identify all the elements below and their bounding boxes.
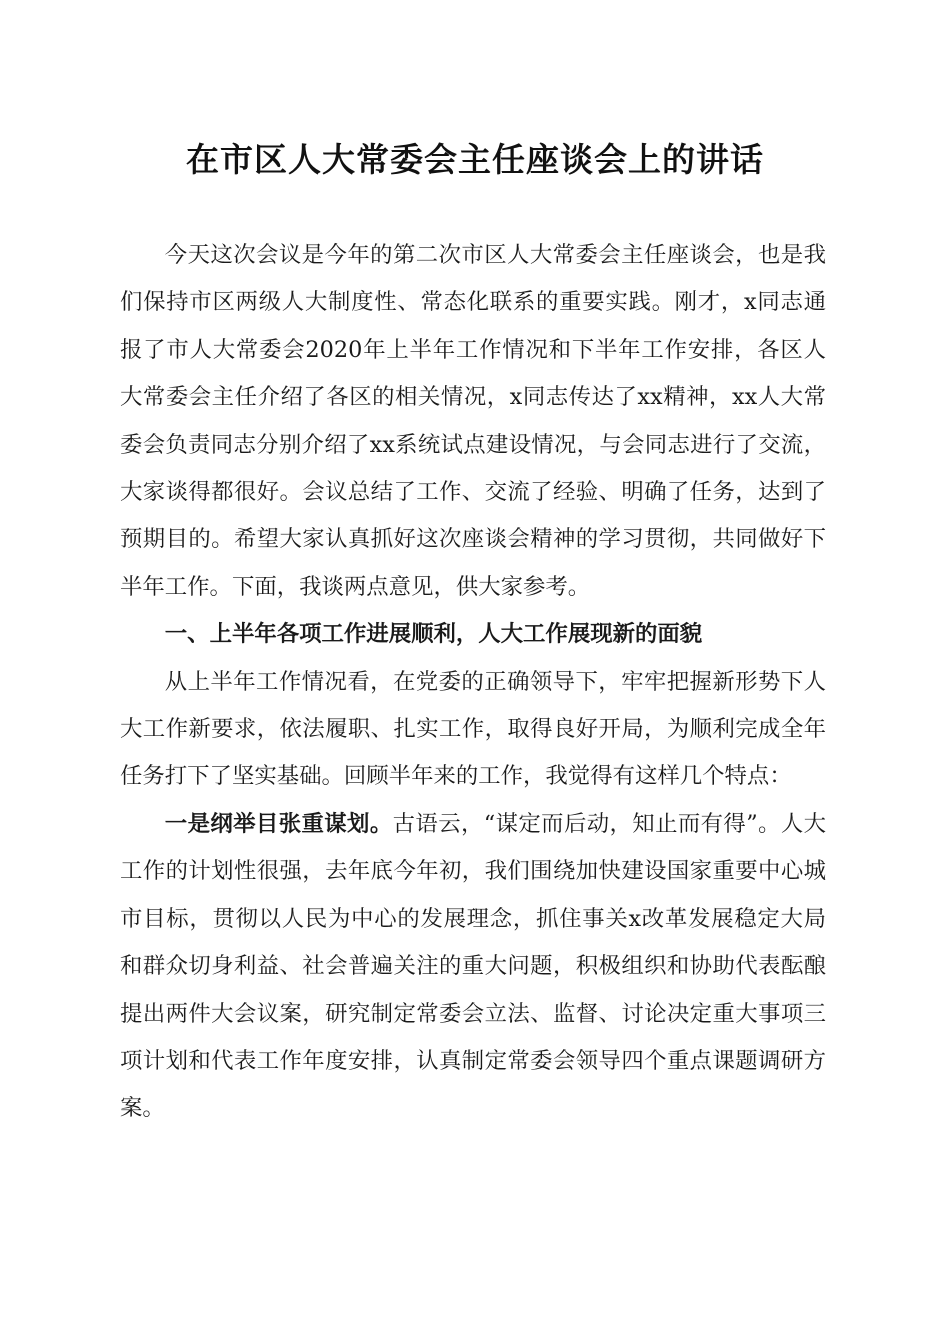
document-body [120, 232, 826, 1133]
paragraph-section1-intro: 从上半年工作情况看，在党委的正确领导下，牢牢把握新形势下人大工作新要求，依法履职、扎实工作，取得良好开局，为顺利完成全年任务打下了坚实基础。回顾半年来的工作，我觉得有这样几个特点： [120, 668, 826, 790]
document-title: 在市区人大常委会主任座谈会上的讲话 [186, 140, 764, 179]
point-1-lead: 一是纲举目张重谋划。 [164, 810, 393, 837]
point-1-text: 古语云，“谋定而后动，知止而有得”。人大工作的计划性很强，去年底今年初，我们围绕加快建设国家重要中心城市目标，贯彻以人民为中心的发展理念，抓住事关x改革发展稳定大局和群众切身利益、社会普遍关注的重大问题，积极组织和协助代表酝酿提出两件大会议案，研究制定常委会立法、监督、讨论决定重大事项三项计划和代表工作年度安排，认真制定常委会领导四个重点课题调研方案。 [120, 810, 826, 1122]
paragraph-intro: 今天这次会议是今年的第二次市区人大常委会主任座谈会，也是我们保持市区两级人大制度性、常态化联系的重要实践。刚才，x同志通报了市人大常委会2020年上半年工作情况和下半年工作安排，各区人大常委会主任介绍了各区的相关情况，x同志传达了xx精神，xx人大常委会负责同志分别介绍了xx系统试点建设情况，与会同志进行了交流，大家谈得都很好。会议总结了工作、交流了经验、明确了任务，达到了预期目的。希望大家认真抓好这次座谈会精神的学习贯彻，共同做好下半年工作。下面，我谈两点意见，供大家参考。 [120, 242, 826, 600]
section-heading-1: 一、上半年各项工作进展顺利，人大工作展现新的面貌 [164, 621, 703, 648]
paragraph-point-1 [120, 801, 826, 1133]
